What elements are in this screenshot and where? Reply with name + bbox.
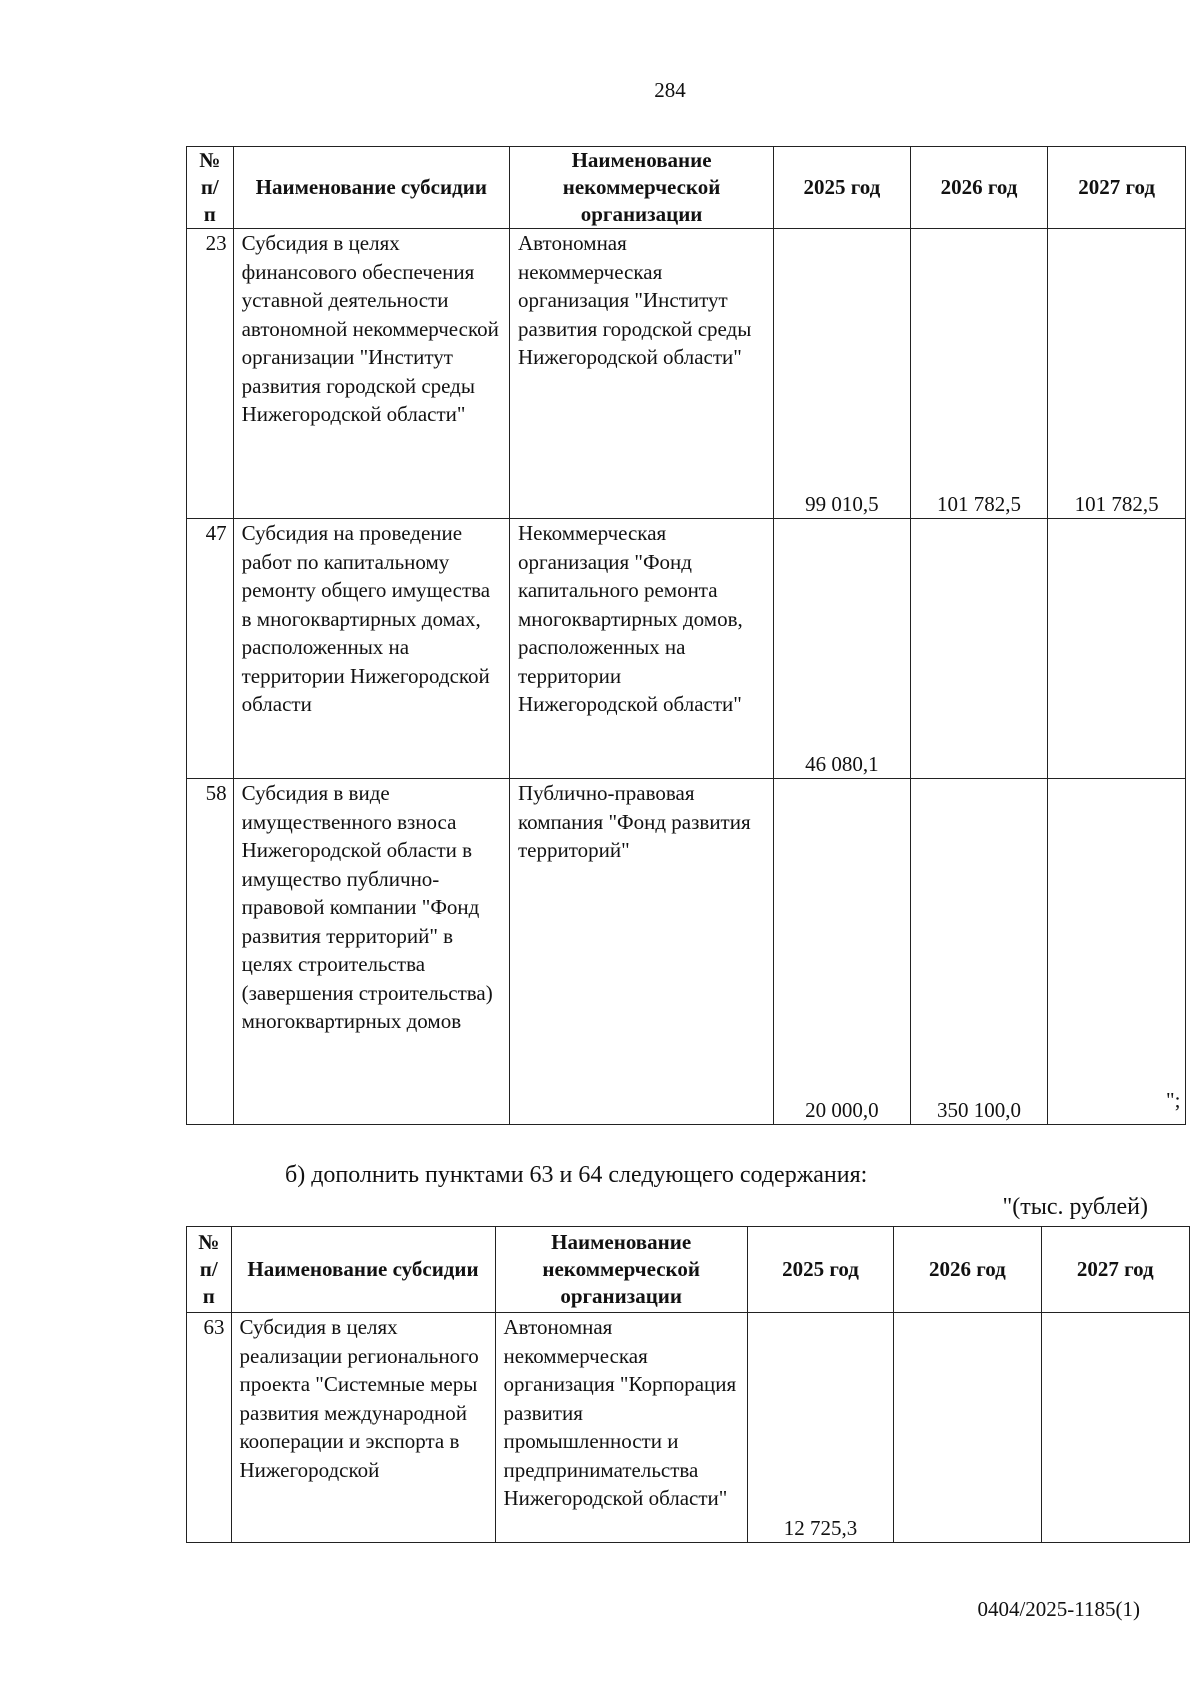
- amount-2026: 350 100,0: [910, 779, 1048, 1125]
- header-2026: 2026 год: [910, 147, 1048, 229]
- header-2025: 2025 год: [774, 147, 911, 229]
- header-organization-name: Наименование некоммерческой организации: [509, 147, 773, 229]
- subsidy-name: Субсидия в целях финансового обеспечения уставной деятельности автономной некоммерческой организации "Институт развития городской среды Нижегородской области": [233, 229, 509, 519]
- subsidy-table: [186, 146, 1186, 1125]
- amount-2025: 20 000,0: [774, 779, 911, 1125]
- section-title: б) дополнить пунктами 63 и 64 следующего содержания:: [285, 1162, 868, 1188]
- table-header-row: [187, 147, 1186, 229]
- amount-2026: 101 782,5: [910, 229, 1048, 519]
- subsidy-name: Субсидия на проведение работ по капитальному ремонту общего имущества в многоквартирных домах, расположенных на территории Нижегородской области: [233, 519, 509, 779]
- amount-2025: 46 080,1: [774, 519, 911, 779]
- amount-2027: 101 782,5: [1048, 229, 1186, 519]
- header-subsidy-name: Наименование субсидии: [231, 1227, 495, 1313]
- header-organization-name: Наименование некоммерческой организации: [495, 1227, 747, 1313]
- closing-quote-mark: ";: [1166, 1088, 1181, 1112]
- subsidy-table-addition: [186, 1226, 1190, 1543]
- table-row: [187, 1313, 1190, 1543]
- header-number: № п/п: [187, 147, 234, 229]
- organization-name: Автономная некоммерческая организация "Институт развития городской среды Нижегородской области": [509, 229, 773, 519]
- header-subsidy-name: Наименование субсидии: [233, 147, 509, 229]
- header-2027: 2027 год: [1048, 147, 1186, 229]
- amount-2027: [1048, 519, 1186, 779]
- amount-2025: 12 725,3: [747, 1313, 893, 1543]
- header-2025: 2025 год: [747, 1227, 893, 1313]
- organization-name: Публично-правовая компания "Фонд развития территорий": [509, 779, 773, 1125]
- subsidy-name: Субсидия в целях реализации регионального проекта "Системные меры развития международной кооперации и экспорта в Нижегородской: [231, 1313, 495, 1543]
- amount-2026: [894, 1313, 1041, 1543]
- amount-2027: [1041, 1313, 1189, 1543]
- document-code: 0404/2025-1185(1): [977, 1597, 1140, 1621]
- header-number: № п/п: [187, 1227, 232, 1313]
- row-number: 23: [187, 229, 234, 519]
- amount-2027: [1048, 779, 1186, 1125]
- header-2026: 2026 год: [894, 1227, 1041, 1313]
- amount-2026: [910, 519, 1048, 779]
- page-number: 284: [654, 78, 686, 102]
- table-header-row: [187, 1227, 1190, 1313]
- header-2027: 2027 год: [1041, 1227, 1189, 1313]
- organization-name: Автономная некоммерческая организация "Корпорация развития промышленности и предпринимательства Нижегородской области": [495, 1313, 747, 1543]
- table-row: [187, 519, 1186, 779]
- table-row: [187, 229, 1186, 519]
- row-number: 63: [187, 1313, 232, 1543]
- amount-2025: 99 010,5: [774, 229, 911, 519]
- table-row: [187, 779, 1186, 1125]
- units-label: "(тыс. рублей): [1002, 1194, 1148, 1220]
- subsidy-name: Субсидия в виде имущественного взноса Нижегородской области в имущество публично-правовой компании "Фонд развития территорий" в целях строительства (завершения строительства) многоквартирных домов: [233, 779, 509, 1125]
- row-number: 47: [187, 519, 234, 779]
- organization-name: Некоммерческая организация "Фонд капитального ремонта многоквартирных домов, расположенных на территории Нижегородской области": [509, 519, 773, 779]
- row-number: 58: [187, 779, 234, 1125]
